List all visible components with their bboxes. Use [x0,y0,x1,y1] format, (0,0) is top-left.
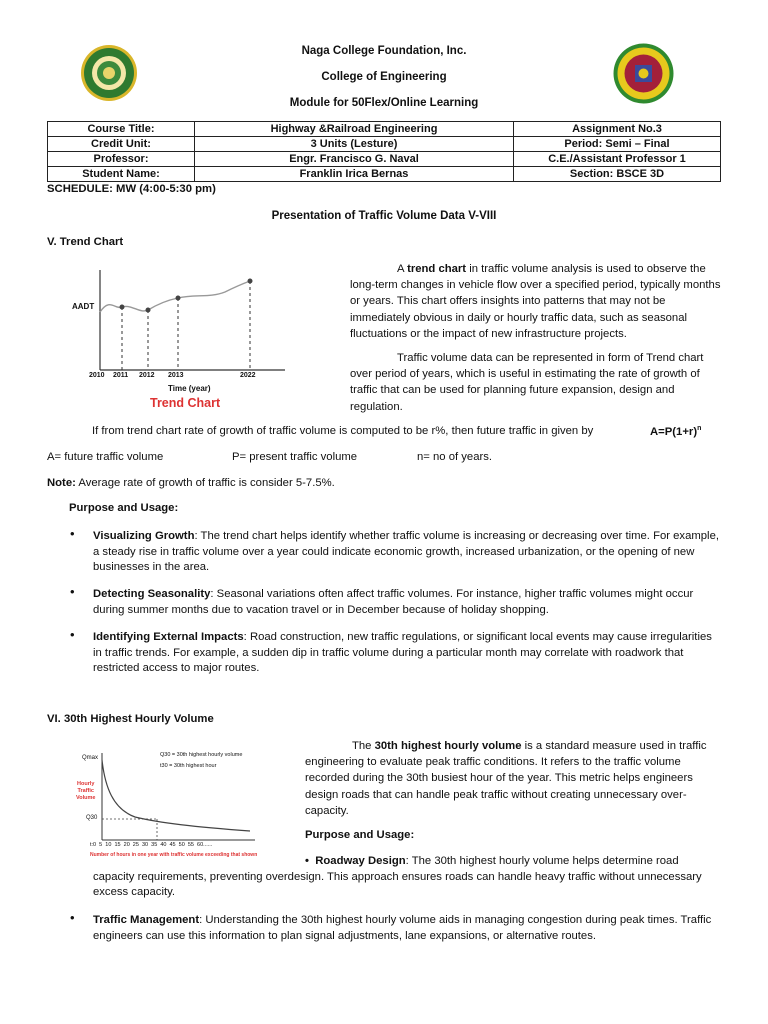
document-title: Presentation of Traffic Volume Data V-VIII [271,210,497,222]
table-cell: Franklin Irica Bernas [195,167,514,182]
bullet-dot: • [70,910,75,925]
trend-chart-year-tick: 2012 [139,372,155,379]
trend-chart-y-label: AADT [72,302,95,311]
section-v-heading: V. Trend Chart [47,236,124,248]
table-cell: Student Name: [48,167,195,182]
table-row [48,122,721,137]
table-row [48,137,721,152]
trend-chart-year-tick: 2010 [89,372,105,379]
table-cell: 3 Units (Lesture) [195,137,514,152]
definition-n: n= no of years. [417,451,493,463]
table-cell: Engr. Francisco G. Naval [195,152,514,167]
trend-chart-paragraph-1: A trend chart in traffic volume analysis is used to observe the long-term changes in vehicle flow over a specified period, typically months or years. This chart offers insights into patterns that may not be immediately obvious in daily or hourly traffic data, such as seasonal fluctuations or the impact of new infrastructure projects. [350,263,721,340]
table-cell: Credit Unit: [48,137,195,152]
section-vi-heading: VI. 30th Highest Hourly Volume [47,713,214,725]
hourly-volume-x-caption: Number of hours in one year with traffic volume exceeding that shown [90,852,258,858]
course-info-table [47,121,721,182]
hourly-volume-figure [75,747,295,865]
table-row [48,167,721,182]
trend-chart-figure [60,262,300,417]
trend-chart-year-tick: 2022 [240,372,256,379]
table-cell: Professor: [48,152,195,167]
growth-note: Note: Average rate of growth of traffic is consider 5-7.5%. [47,477,335,489]
trend-chart-paragraph-2: Traffic volume data can be represented in form of Trend chart over period of years, which is useful in estimating the rate of growth of traffic that can be used for planning future expansion, design and regulation. [350,352,704,413]
hourly-volume-y-label: Hourly Traffic Volume [76,781,96,801]
definition-a: A= future traffic volume [47,451,164,463]
table-row [48,152,721,167]
trend-chart-caption: Trend Chart [150,396,221,410]
trend-chart-year-tick: 2013 [168,372,184,379]
table-cell: Highway &Railroad Engineering [195,122,514,137]
purpose-heading-vi: Purpose and Usage: [305,829,415,841]
hourly-volume-paragraph: The 30th highest hourly volume is a standard measure used in traffic engineering to evaluate peak traffic conditions. It refers to the traffic volume recorded during the 30th busiest hour of the year. This metric helps engineers design roads that can handle peak traffic without creating unnecessary over-capacity. [305,740,707,817]
college-name: College of Engineering [321,71,447,83]
trend-chart-x-label: Time (year) [168,384,211,393]
table-cell: Section: BSCE 3D [514,167,721,182]
figure-legend-t30: t30 = 30th highest hour [160,763,217,769]
q30-label: Q30 [86,815,98,821]
table-cell: C.E./Assistant Professor 1 [514,152,721,167]
bullet-dot: • [70,627,75,642]
bullet-traffic-management: Traffic Management: Understanding the 30th highest hourly volume aids in managing congestion during peak times. Traffic engineers can use this information to plan signal adjustments, lane expansions, or alternative routes. [93,914,712,942]
bullet-roadway-design: • Roadway Design: The 30th highest hourly volume helps determine road capacity requirements, preventing overdesign. This approach ensures roads can handle heavy traffic without unnecessary excess capacity. [93,855,702,899]
bullet-dot: • [70,526,75,541]
purpose-heading: Purpose and Usage: [69,502,179,514]
table-cell: Course Title: [48,122,195,137]
definition-p: P= present traffic volume [232,451,358,463]
figure-legend-q30: Q30 = 30th highest hourly volume [160,752,243,758]
bullet-visualizing-growth: Visualizing Growth: The trend chart helps identify whether traffic volume is increasing or decreasing over time. For example, a steady rise in traffic volume over a year could indicate economic growth, increased urbanization, or the opening of new businesses in the area. [93,530,719,574]
growth-rate-text: If from trend chart rate of growth of traffic volume is computed to be r%, then future traffic in given by [92,425,594,437]
q-max-label: Qmax [82,755,99,761]
bullet-detecting-seasonality: Detecting Seasonality: Seasonal variations often affect traffic volumes. For instance, higher traffic volumes might occur during summer months due to vacation travel or in December because of holiday shopping. [93,588,694,616]
table-cell: Period: Semi – Final [514,137,721,152]
hourly-volume-x-ticks: t:0 5 10 15 20 25 30 35 40 45 50 55 60...... [90,842,213,848]
trend-chart-year-tick: 2011 [113,372,129,379]
bullet-external-impacts: Identifying External Impacts: Road construction, new traffic regulations, or significant local events may cause irregularities in traffic trends. For example, a sudden dip in traffic volume during a particular month may correlate with roadwork that restricted access to major routes. [93,631,712,675]
module-title: Module for 50Flex/Online Learning [289,97,479,109]
institution-name: Naga College Foundation, Inc. [301,45,467,57]
schedule: SCHEDULE: MW (4:00-5:30 pm) [47,183,216,195]
bullet-dot: • [70,584,75,599]
growth-formula: $A=P(1+r)^n$ [650,425,702,438]
table-cell: Assignment No.3 [514,122,721,137]
